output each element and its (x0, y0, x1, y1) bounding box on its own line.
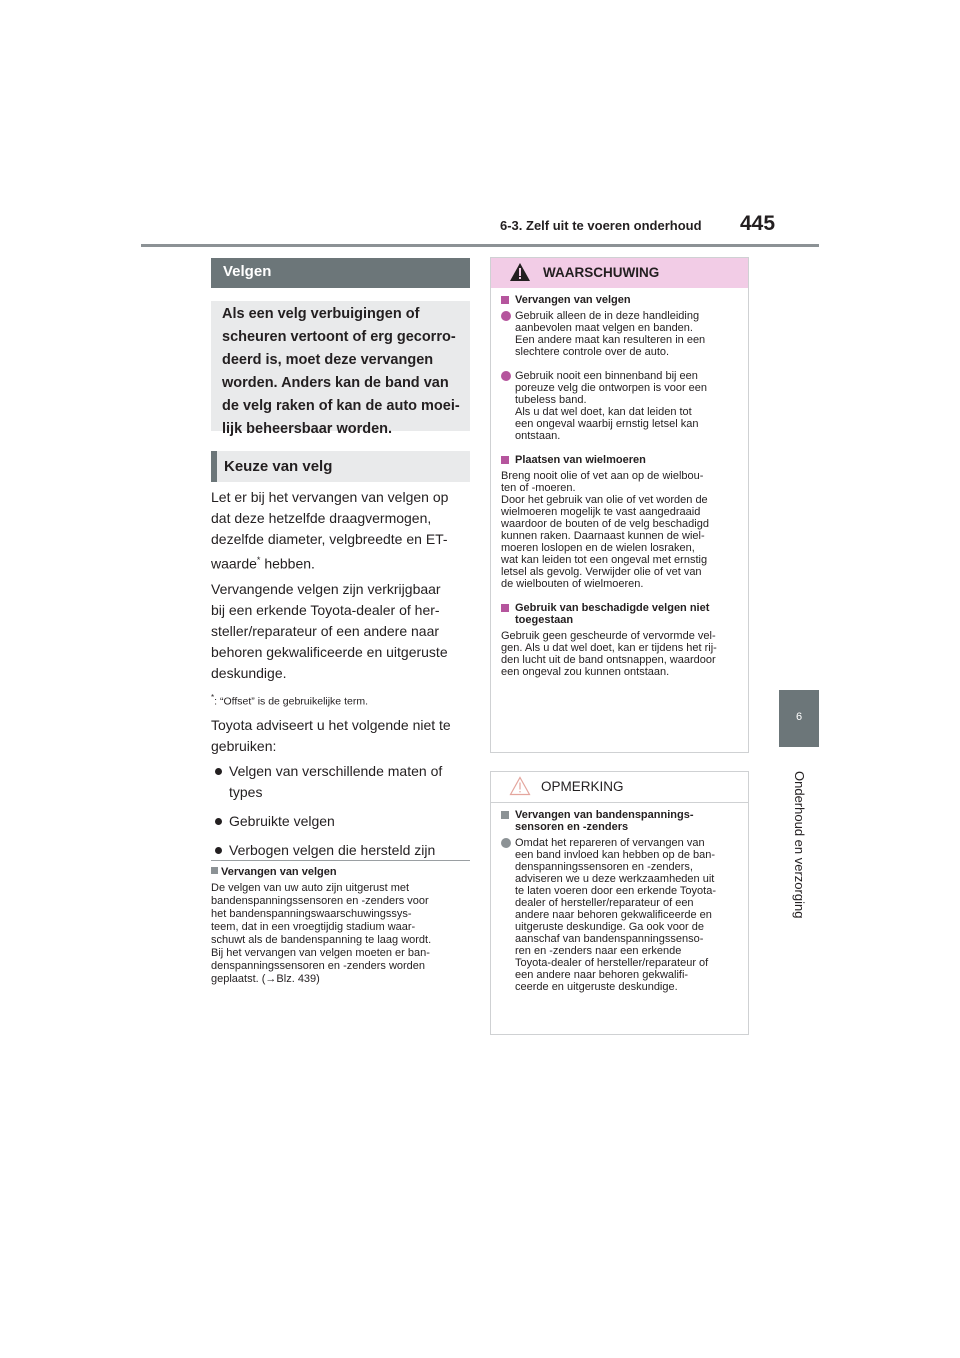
keuze-para-1 (211, 487, 473, 575)
footnote-marker: * (256, 555, 261, 565)
footnote-mark: * (211, 692, 215, 702)
bullet-item: Verbogen velgen die hersteld zijn (211, 840, 473, 861)
chapter-number: 6 (795, 711, 803, 723)
bullet-item: Velgen van verschillende maten of types (211, 761, 473, 803)
keuze-para-3: Toyota adviseert u het volgende niet te gebruiken: (211, 717, 451, 755)
warning-subheading: Plaatsen van wielmoeren (501, 454, 741, 466)
info-note (211, 866, 473, 986)
notice-panel (490, 771, 749, 1035)
velgen-intro-box (211, 301, 470, 437)
caution-triangle-icon (509, 776, 531, 796)
info-note-body: De velgen van uw auto zijn uitgerust met bandenspanningssensoren en -zenders voor het bandenspanningswaarschuwingssys- teem, dat in een vroegtijdig stadium waar- schuwt als de bandenspanning te laag wordt. Bij het vervangen van velgen moeten er ban- denspanningssensoren en -zenders worden geplaatst. ( (211, 882, 432, 985)
warning-header (491, 258, 748, 288)
square-bullet-icon (211, 867, 218, 874)
warning-item: Gebruik alleen de in deze handleiding aanbevolen maat velgen en banden. Een andere maat kan resulteren in een slechtere controle over de auto. (501, 310, 741, 358)
keuze-para-1-end: hebben. (260, 555, 315, 572)
warning-subheading: Gebruik van beschadigde velgen niet toegestaan (501, 602, 741, 626)
section-title: 6-3. Zelf uit te voeren onderhoud (500, 218, 702, 233)
keuze-heading: Keuze van velg (211, 451, 470, 482)
notice-item: Omdat het repareren of vervangen van een band invloed kan hebben op de ban- denspanningssensoren en -zenders, adviseren we u deze werkzaamheden uit te laten voeren door een erkende Toyota- dealer of hersteller/reparateur of een andere naar behoren gekwalificeerde en uitgeruste deskundige. Ga ook voor de aanschaf van bandenspanningssenso- ren en -zenders naar een erkende Toyota-dealer of hersteller/reparateur of een andere naar behoren gekwalifi- ceerde en uitgeruste deskundige. (501, 837, 741, 993)
warning-body (491, 288, 748, 678)
warning-panel (490, 257, 749, 753)
footnote (211, 690, 473, 710)
footnote-text: : “Offset” is de gebruikelijke term. (214, 695, 368, 708)
keuze-para-1-start: Let er bij het vervangen van velgen op dat deze hetzelfde draagvermogen, dezelfde diameter, velgbreedte en ET- waarde (211, 489, 449, 572)
chapter-tab (779, 690, 819, 747)
warning-subheading: Vervangen van velgen (501, 294, 741, 306)
warning-triangle-icon (509, 262, 531, 282)
info-note-title (211, 866, 473, 879)
notice-header (491, 772, 748, 802)
info-note-text (211, 882, 473, 986)
warning-label: WAARSCHUWING (543, 265, 660, 280)
warning-item: Gebruik nooit een binnenband bij een poreuze velg die ontworpen is voor een tubeless band. Als u dat wel doet, kan dat leiden tot een ongeval waarbij ernstig letsel kan ontstaan. (501, 370, 741, 442)
warning-paragraph: Gebruik geen gescheurde of vervormde vel- gen. Als u dat wel doet, kan er tijdens het rij- den lucht uit de band ontsnappen, waardoor een ongeval zou kunnen ontstaan. (501, 630, 717, 678)
header-rule (141, 244, 819, 247)
notice-body (491, 803, 748, 993)
velgen-heading: Velgen (211, 258, 470, 288)
warning-paragraph: Breng nooit olie of vet aan op de wielbou- ten of -moeren. Door het gebruik van olie of vet worden de wielmoeren mogelijk te vast aangedraaid waardoor de bouten of de velg beschadigd kunnen raken. Daarnaast kunnen de wiel- moeren loslopen en de wielen losraken, wat kan leiden tot een ongeval met ernstig letsel als gevolg. Verwijder olie of vet van de wielbouten of wielmoeren. (501, 470, 709, 590)
bullet-item: Gebruikte velgen (211, 811, 473, 832)
notice-label: OPMERKING (541, 779, 624, 794)
keuze-body (211, 487, 473, 869)
info-note-title-text: Vervangen van velgen (221, 866, 337, 878)
page-number: 445 (740, 212, 776, 235)
velgen-intro-text: Als een velg verbuigingen of scheuren vertoont of erg gecorro- deerd is, moet deze vervangen worden. Anders kan de band van de velg raken of kan de auto moei- lijk beheersbaar worden. (222, 306, 460, 437)
notice-subheading: Vervangen van bandenspannings- sensoren en -zenders (501, 809, 741, 833)
note-rule (211, 860, 470, 861)
keuze-para-2: Vervangende velgen zijn verkrijgbaar bij een erkende Toyota-dealer of her- steller/reparateur of een andere naar behoren gekwalificeerde en uitgeruste deskundige. (211, 580, 448, 681)
chapter-title: Onderhoud en verzorging (792, 771, 807, 919)
page-reference-link[interactable]: →Blz. 439) (265, 973, 320, 985)
